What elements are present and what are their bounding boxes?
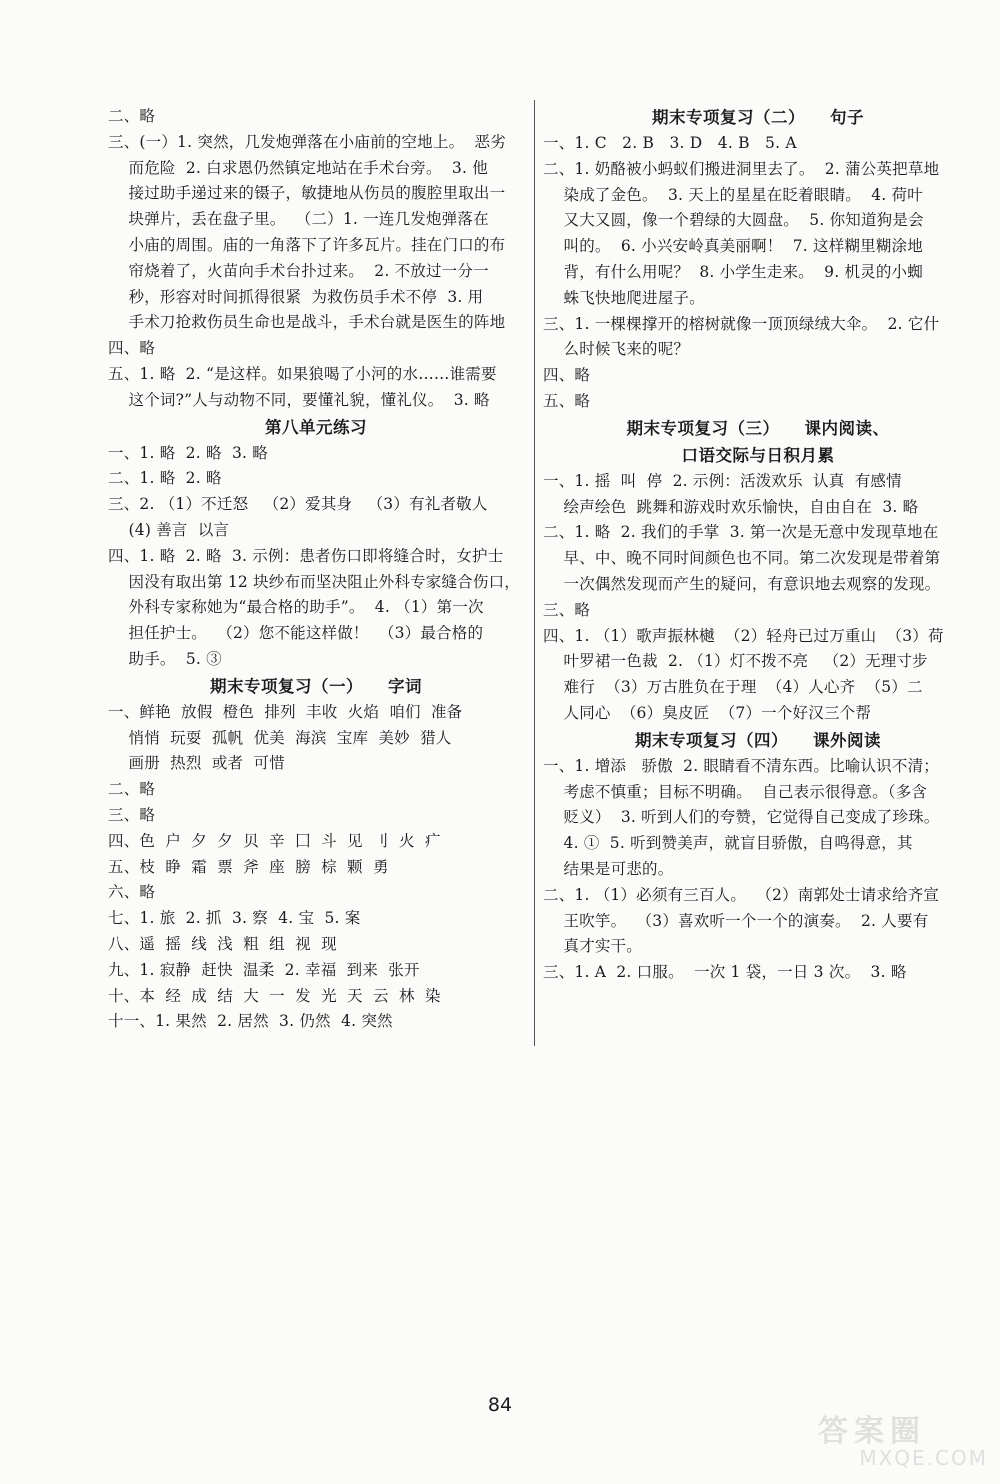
answer-line: 贬义） 3. 听到人们的夸赞，它觉得自己变成了珍珠。 bbox=[543, 808, 940, 827]
answer-line: 助手。 5. ③ bbox=[108, 649, 222, 668]
answer-line: 一、1. C 2. B 3. D 4. B 5. A bbox=[543, 134, 797, 152]
answer-line: 考虑不慎重；目标不明确。 自己表示很得意。（多含 bbox=[543, 782, 928, 801]
answer-line: 四、色 户 夕 夕 贝 辛 囗 斗 见 刂 火 疒 bbox=[108, 831, 441, 850]
answer-line: 染成了金色。 3. 天上的星星在眨着眼睛。 4. 荷叶 bbox=[543, 185, 923, 204]
answer-line: 4. ① 5. 听到赞美声，就盲目骄傲，自鸣得意，其 bbox=[543, 834, 913, 853]
answer-line: 一、鲜艳 放假 橙色 排列 丰收 火焰 咱们 准备 bbox=[108, 702, 463, 721]
answer-line: 二、1. 略 2. 略 bbox=[108, 469, 222, 488]
answer-line: 绘声绘色 跳舞和游戏时欢乐愉快，自由自在 3. 略 bbox=[543, 497, 919, 516]
section-heading: 口语交际与日积月累 bbox=[681, 445, 835, 465]
answer-line: 一次偶然发现而产生的疑问，有意识地去观察的发现。 bbox=[543, 574, 941, 593]
page-number: 84 bbox=[487, 1394, 513, 1416]
answer-line: 蛛飞快地爬进屋子。 bbox=[543, 288, 705, 307]
answer-line: 四、略 bbox=[543, 366, 591, 385]
answer-line: 这个词?”人与动物不同，要懂礼貌，懂礼仪。 3. 略 bbox=[108, 390, 490, 409]
answer-line: 六、略 bbox=[108, 883, 156, 902]
answer-line: 一、1. 略 2. 略 3. 略 bbox=[108, 443, 268, 462]
answer-line: 三、(一）1. 突然，几发炮弹落在小庙前的空地上。 恶劣 bbox=[108, 132, 506, 151]
answer-line: 叶罗裙一色裁 2. （1）灯不拨不亮 （2）无理寸步 bbox=[543, 652, 928, 671]
answer-line: 五、枝 睁 霜 票 斧 座 膀 棕 颗 勇 bbox=[108, 857, 389, 876]
answer-line: 手术刀抢救伤员生命也是战斗，手术台就是医生的阵地 bbox=[108, 313, 506, 332]
answer-line: 结果是可悲的。 bbox=[543, 859, 674, 878]
answer-line: 十一、1. 果然 2. 居然 3. 仍然 4. 突然 bbox=[108, 1012, 393, 1031]
answer-line: (4) 善言 以言 bbox=[108, 520, 230, 539]
section-heading: 期末专项复习（二） 句子 bbox=[652, 108, 864, 127]
answer-line: 悄悄 玩耍 孤帆 优美 海滨 宝库 美妙 猎人 bbox=[108, 728, 452, 747]
answer-line: 四、略 bbox=[108, 339, 156, 358]
answer-line: 帘烧着了，火苗向手术台扑过来。 2. 不放过一分一 bbox=[108, 261, 489, 280]
watermark-title: 答案圈 bbox=[818, 1414, 926, 1449]
answer-line: 画册 热烈 或者 可惜 bbox=[108, 754, 285, 773]
answer-line: 十、本 经 成 结 大 一 发 光 天 云 林 染 bbox=[108, 986, 441, 1005]
answer-line: 五、1. 略 2. “是这样。如果狼喝了小河的水……谁需要 bbox=[108, 364, 497, 383]
answer-line: 二、1. （1）必须有三百人。 （2）南郭处士请求给齐宣 bbox=[543, 885, 940, 904]
right-answer-column bbox=[543, 104, 973, 986]
watermark-url: MXQE.COM bbox=[859, 1446, 988, 1470]
answer-line: 早、中、晚不同时间颜色也不同。第二次发现是带着第 bbox=[543, 549, 941, 568]
answer-line: 二、略 bbox=[108, 780, 156, 799]
answer-line: 四、1. 略 2. 略 3. 示例：患者伤口即将缝合时，女护士 bbox=[108, 546, 504, 565]
answer-line: 接过助手递过来的镊子，敏捷地从伤员的腹腔里取出一 bbox=[108, 184, 506, 203]
answer-line: 么时候飞来的呢？ bbox=[543, 340, 690, 359]
answer-line: 难行 （3）万古胜负在于理 （4）人心齐 （5）二 bbox=[543, 678, 923, 697]
answer-line: 又大又圆，像一个碧绿的大圆盘。 5. 你知道狗是会 bbox=[543, 211, 924, 230]
section-heading: 期末专项复习（四） 课外阅读 bbox=[635, 730, 881, 750]
answer-line: 三、略 bbox=[543, 600, 591, 619]
answer-line: 三、1. 一棵棵撑开的榕树就像一顶顶绿绒大伞。 2. 它什 bbox=[543, 314, 940, 333]
answer-line: 三、2. （1）不迁怒 （2）爱其身 （3）有礼者敬人 bbox=[108, 495, 488, 514]
section-heading: 期末专项复习（三） 课内阅读、 bbox=[626, 418, 890, 438]
answer-line: 二、略 bbox=[108, 107, 156, 125]
answer-line: 三、略 bbox=[108, 805, 156, 824]
answer-line: 背，有什么用呢？ 8. 小学生走来。 9. 机灵的小蜘 bbox=[543, 262, 923, 281]
answer-line: 一、1. 摇 叫 停 2. 示例：活泼欢乐 认真 有感情 bbox=[543, 471, 902, 490]
answer-line: 三、1. A 2. 口服。 一次 1 袋，一日 3 次。 3. 略 bbox=[543, 963, 907, 982]
answer-line: 一、1. 增添 骄傲 2. 眼睛看不清东西。比喻认识不清； bbox=[543, 756, 939, 775]
left-answer-column bbox=[108, 104, 524, 1035]
answer-line: 块弹片，丢在盘子里。 （二）1. 一连几发炮弹落在 bbox=[108, 210, 489, 229]
answer-line: 担任护士。 （2）您不能这样做！ （3）最合格的 bbox=[108, 624, 484, 643]
answer-line: 外科专家称她为“最合格的助手”。 4. （1）第一次 bbox=[108, 598, 484, 617]
answer-line: 叫的。 6. 小兴安岭真美丽啊！ 7. 这样糊里糊涂地 bbox=[543, 237, 923, 256]
answer-line: 二、1. 略 2. 我们的手掌 3. 第一次是无意中发现草地在 bbox=[543, 523, 939, 542]
answer-line: 二、1. 奶酪被小蚂蚁们搬进洞里去了。 2. 蒲公英把草地 bbox=[543, 159, 940, 178]
answer-line: 因没有取出第 12 块纱布而坚决阻止外科专家缝合伤口， bbox=[108, 572, 520, 591]
section-heading: 第八单元练习 bbox=[265, 417, 367, 437]
answer-line: 五、略 bbox=[543, 391, 591, 410]
column-divider bbox=[534, 100, 535, 1046]
answer-line: 小庙的周围。庙的一角落下了许多瓦片。挂在门口的布 bbox=[108, 235, 506, 254]
answer-line: 七、1. 旅 2. 抓 3. 察 4. 宝 5. 案 bbox=[108, 909, 361, 928]
section-heading: 期末专项复习（一） 字词 bbox=[210, 676, 422, 696]
answer-line: 而危险 2. 白求恩仍然镇定地站在手术台旁。 3. 他 bbox=[108, 158, 488, 177]
answer-line: 王吹竽。 （3）喜欢听一个一个的演奏。 2. 人要有 bbox=[543, 911, 929, 930]
site-watermark bbox=[818, 1406, 988, 1476]
answer-line: 九、1. 寂静 赶快 温柔 2. 幸福 到来 张开 bbox=[108, 960, 420, 979]
answer-line: 秒，形容对时间抓得很紧 为救伤员手术不停 3. 用 bbox=[108, 287, 484, 306]
answer-line: 人同心 （6）臭皮匠 （7）一个好汉三个帮 bbox=[543, 703, 872, 722]
answer-line: 四、1. （1）歌声振林樾 （2）轻舟已过万重山 （3）荷 bbox=[543, 626, 944, 645]
answer-line: 八、遥 摇 线 浅 粗 组 视 现 bbox=[108, 934, 337, 953]
answer-line: 真才实干。 bbox=[543, 937, 643, 956]
